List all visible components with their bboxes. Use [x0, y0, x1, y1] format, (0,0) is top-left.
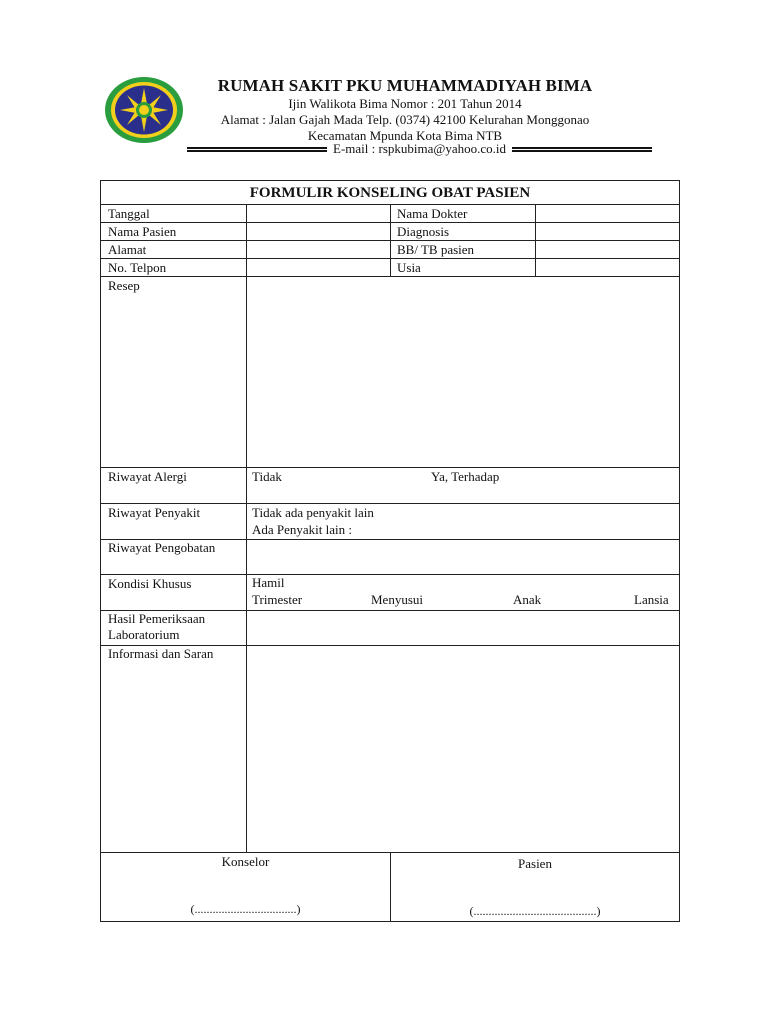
field-label-usia: Usia: [397, 260, 421, 275]
field-input-usia[interactable]: [537, 260, 678, 276]
signature-label-konselor: Konselor: [221, 854, 270, 869]
field-label-kondisi-khusus: Kondisi Khusus: [108, 576, 192, 591]
label-column-divider: [246, 205, 247, 852]
option-penyakit-ada[interactable]: Ada Penyakit lain :: [252, 522, 353, 537]
field-input-hasil-lab[interactable]: [248, 612, 678, 644]
field-input-riwayat-pengobatan[interactable]: [248, 541, 678, 573]
option-menyusui[interactable]: Menyusui: [371, 592, 423, 607]
field-label-hasil-lab-line1: Hasil Pemeriksaan: [108, 611, 206, 626]
license-number: Ijin Walikota Bima Nomor : 201 Tahun 2014: [288, 96, 522, 111]
row-divider: [101, 503, 679, 504]
hospital-district: Kecamatan Mpunda Kota Bima NTB: [307, 128, 503, 143]
field-input-informasi-saran[interactable]: [248, 647, 678, 851]
field-input-diagnosis[interactable]: [537, 224, 678, 240]
field-label-nama-pasien: Nama Pasien: [108, 224, 177, 239]
signature-line-pasien[interactable]: (.........................................): [469, 904, 601, 918]
field-input-resep[interactable]: [248, 278, 678, 466]
form-title: FORMULIR KONSELING OBAT PASIEN: [101, 181, 679, 205]
field-label-resep: Resep: [108, 278, 140, 293]
field-input-nama-dokter[interactable]: [537, 206, 678, 222]
field-label-riwayat-pengobatan: Riwayat Pengobatan: [108, 540, 216, 555]
info-column-divider: [535, 205, 536, 276]
hospital-address: Alamat : Jalan Gajah Mada Telp. (0374) 42100 Kelurahan Monggonao: [220, 112, 590, 127]
option-trimester[interactable]: Trimester: [252, 592, 303, 607]
option-lansia[interactable]: Lansia: [634, 592, 669, 607]
signature-label-pasien: Pasien: [518, 856, 552, 871]
field-label-hasil-lab-line2: Laboratorium: [108, 627, 180, 642]
double-rule-right: [512, 147, 652, 152]
field-input-alamat[interactable]: [248, 242, 389, 258]
field-label-riwayat-penyakit: Riwayat Penyakit: [108, 505, 201, 520]
field-label-nama-dokter: Nama Dokter: [397, 206, 468, 221]
field-label-bb-tb: BB/ TB pasien: [397, 242, 475, 257]
field-label-diagnosis: Diagnosis: [397, 224, 449, 239]
row-divider: [101, 574, 679, 575]
info-column-divider: [390, 205, 391, 276]
option-alergi-ya[interactable]: Ya, Terhadap: [431, 469, 500, 484]
option-alergi-tidak[interactable]: Tidak: [252, 469, 282, 484]
field-input-tanggal[interactable]: [248, 206, 389, 222]
field-label-riwayat-alergi: Riwayat Alergi: [108, 469, 187, 484]
row-divider: [101, 467, 679, 468]
option-anak[interactable]: Anak: [513, 592, 542, 607]
field-label-no-telpon: No. Telpon: [108, 260, 167, 275]
hospital-logo: [104, 76, 184, 144]
field-input-no-telpon[interactable]: [248, 260, 389, 276]
double-rule-left: [187, 147, 327, 152]
field-input-bb-tb[interactable]: [537, 242, 678, 258]
option-penyakit-tidak-ada[interactable]: Tidak ada penyakit lain: [252, 505, 374, 520]
field-label-alamat: Alamat: [108, 242, 147, 257]
field-label-informasi-saran: Informasi dan Saran: [108, 646, 214, 661]
field-input-nama-pasien[interactable]: [248, 224, 389, 240]
row-divider: [101, 276, 679, 277]
counseling-form: [100, 180, 680, 922]
letterhead: [0, 0, 768, 170]
hospital-name: RUMAH SAKIT PKU MUHAMMADIYAH BIMA: [217, 76, 593, 95]
field-label-tanggal: Tanggal: [108, 206, 150, 221]
email-row: [187, 142, 652, 156]
signature-line-konselor[interactable]: (..................................): [190, 902, 301, 916]
option-hamil[interactable]: Hamil: [252, 575, 285, 590]
hospital-email: E-mail : rspkubima@yahoo.co.id: [333, 141, 506, 156]
